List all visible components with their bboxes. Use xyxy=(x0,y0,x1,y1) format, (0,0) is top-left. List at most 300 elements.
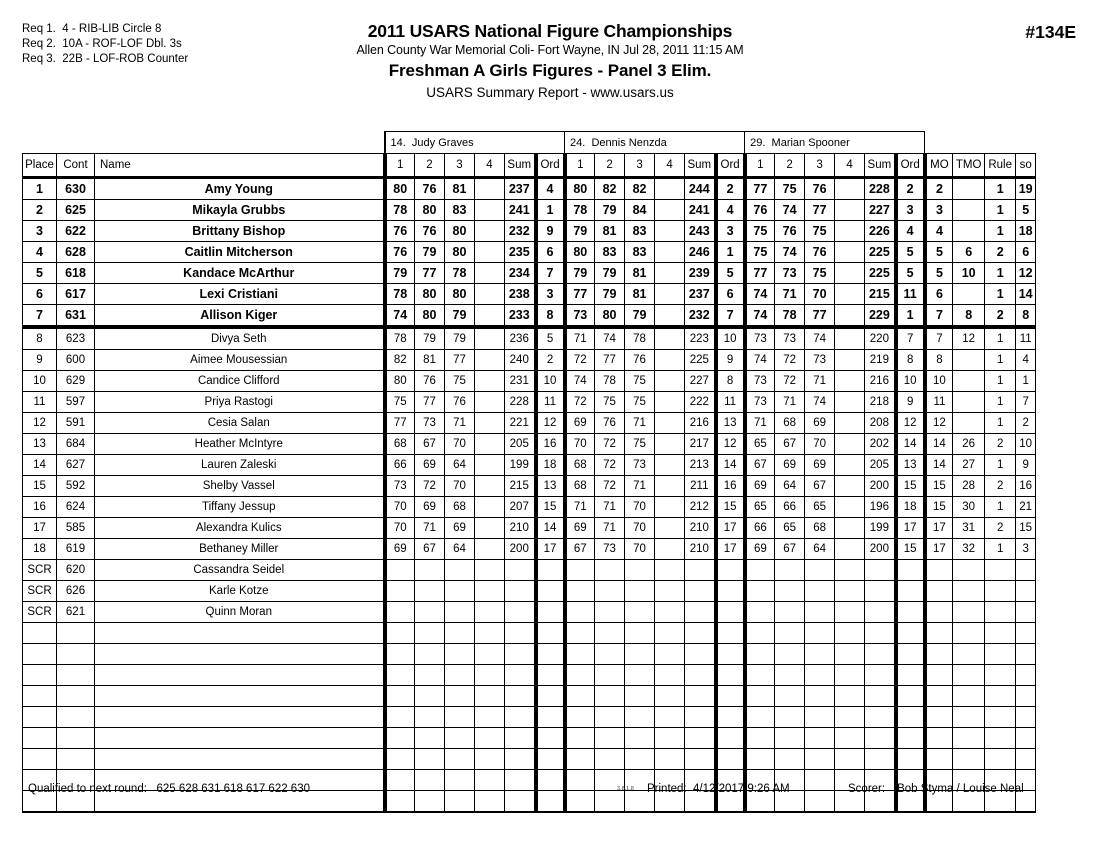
cell-rule: 1 xyxy=(985,221,1016,242)
cell-j1-fig4 xyxy=(475,518,505,539)
cell-name: Amy Young xyxy=(95,178,385,200)
requirement-label: Req 3. xyxy=(22,53,56,65)
cell-rule: 1 xyxy=(985,497,1016,518)
cell-j1-fig2: 80 xyxy=(415,284,445,305)
cell-cont: 591 xyxy=(57,413,95,434)
cell-j2-fig3: 81 xyxy=(625,263,655,284)
cell-j1-fig4 xyxy=(475,371,505,392)
cell-j1-ord: 15 xyxy=(536,497,565,518)
cell-j1-fig3 xyxy=(445,560,475,581)
cell-j1-sum: 205 xyxy=(505,434,536,455)
cell-place: 15 xyxy=(23,476,57,497)
cell-j1-sum xyxy=(505,560,536,581)
cell-j3-fig4 xyxy=(835,178,865,200)
cell-j2-fig3: 82 xyxy=(625,178,655,200)
cell-j3-fig1: 77 xyxy=(745,263,775,284)
cell-j3-sum: 225 xyxy=(865,242,896,263)
cell-j1-ord: 10 xyxy=(536,371,565,392)
cell-j3-fig2: 78 xyxy=(775,305,805,328)
cell-j3-fig3: 74 xyxy=(805,327,835,350)
cell-place: 18 xyxy=(23,539,57,560)
cell-cont: 600 xyxy=(57,350,95,371)
cell-j1-fig1 xyxy=(385,581,415,602)
table-row xyxy=(23,581,1036,602)
cell-j1-fig3 xyxy=(445,581,475,602)
table-row-empty xyxy=(23,623,1036,644)
cell-j2-sum: 210 xyxy=(685,518,716,539)
cell-j2-fig1: 68 xyxy=(565,476,595,497)
cell-j3-fig1 xyxy=(745,581,775,602)
cell-j3-fig2: 73 xyxy=(775,263,805,284)
cell-place: 5 xyxy=(23,263,57,284)
cell-j2-sum xyxy=(685,581,716,602)
cell-j3-ord xyxy=(896,560,925,581)
cell-so: 11 xyxy=(1016,327,1036,350)
table-row xyxy=(23,371,1036,392)
cell-j2-fig3: 71 xyxy=(625,476,655,497)
cell-j2-ord: 9 xyxy=(716,350,745,371)
cell-j3-fig3: 67 xyxy=(805,476,835,497)
cell-j2-sum: 211 xyxy=(685,476,716,497)
cell-j3-ord: 13 xyxy=(896,455,925,476)
judge-band-spacer-right xyxy=(925,132,1036,154)
cell-mo: 3 xyxy=(925,200,953,221)
cell-j2-fig2: 79 xyxy=(595,200,625,221)
cell-j2-sum: 241 xyxy=(685,200,716,221)
cell-j1-sum: 235 xyxy=(505,242,536,263)
results-table-container xyxy=(22,131,1035,813)
cell-j1-fig3: 70 xyxy=(445,476,475,497)
cell-j1-fig1 xyxy=(385,560,415,581)
cell-j1-fig3: 79 xyxy=(445,305,475,328)
cell-j3-sum: 220 xyxy=(865,327,896,350)
cell-j3-sum: 215 xyxy=(865,284,896,305)
cell-j2-fig1: 73 xyxy=(565,305,595,328)
cell-j1-fig3: 77 xyxy=(445,350,475,371)
cell-j3-ord: 15 xyxy=(896,476,925,497)
cell-place xyxy=(23,644,57,665)
cell-j2-fig2: 72 xyxy=(595,476,625,497)
cell-j1-fig1 xyxy=(385,602,415,623)
table-row xyxy=(23,305,1036,328)
cell-j2-fig4 xyxy=(655,476,685,497)
cell-j2-ord xyxy=(716,602,745,623)
cell-j1-fig4 xyxy=(475,221,505,242)
cell-j1-fig4 xyxy=(475,539,505,560)
cell-name: Caitlin Mitcherson xyxy=(95,242,385,263)
cell-j2-fig1: 77 xyxy=(565,284,595,305)
cell-name: Priya Rastogi xyxy=(95,392,385,413)
cell-j3-fig1: 69 xyxy=(745,539,775,560)
judge-number: 24. xyxy=(570,136,586,149)
cell-j3-fig1: 65 xyxy=(745,497,775,518)
cell-mo: 8 xyxy=(925,350,953,371)
cell-j3-fig3: 65 xyxy=(805,497,835,518)
col-header-j3-fig3: 3 xyxy=(805,154,835,178)
cell-j3-ord: 2 xyxy=(896,178,925,200)
cell-j1-ord: 12 xyxy=(536,413,565,434)
cell-so xyxy=(1016,602,1036,623)
cell-j2-fig1: 72 xyxy=(565,392,595,413)
cell-j3-fig2: 68 xyxy=(775,413,805,434)
cell-j2-sum xyxy=(685,602,716,623)
cell-place: SCR xyxy=(23,581,57,602)
requirement-text: 4 - RIB-LIB Circle 8 xyxy=(62,23,162,35)
cell-j1-fig3: 70 xyxy=(445,434,475,455)
cell-j3-fig4 xyxy=(835,455,865,476)
cell-mo: 11 xyxy=(925,392,953,413)
cell-so: 14 xyxy=(1016,284,1036,305)
cell-j1-fig4 xyxy=(475,200,505,221)
cell-j3-sum xyxy=(865,560,896,581)
cell-j3-fig3: 69 xyxy=(805,455,835,476)
cell-j3-ord: 9 xyxy=(896,392,925,413)
cell-j2-fig3: 70 xyxy=(625,497,655,518)
cell-j3-fig2 xyxy=(775,581,805,602)
cell-name: Alexandra Kulics xyxy=(95,518,385,539)
cell-j1-fig1: 82 xyxy=(385,350,415,371)
qualified-list: 625 628 631 618 617 622 630 xyxy=(156,783,310,795)
cell-mo xyxy=(925,560,953,581)
cell-cont: 631 xyxy=(57,305,95,328)
cell-rule: 1 xyxy=(985,327,1016,350)
cell-j2-ord: 10 xyxy=(716,327,745,350)
cell-tmo: 12 xyxy=(953,327,985,350)
cell-j1-fig2: 69 xyxy=(415,455,445,476)
cell-j3-sum: 228 xyxy=(865,178,896,200)
cell-j1-fig2: 77 xyxy=(415,263,445,284)
cell-rule: 2 xyxy=(985,305,1016,328)
judge-number: 29. xyxy=(750,136,766,149)
cell-cont: 621 xyxy=(57,602,95,623)
col-header-j1-ord: Ord xyxy=(536,154,565,178)
cell-j1-fig2: 80 xyxy=(415,200,445,221)
qualified-label: Qualified to next round: xyxy=(28,783,147,795)
cell-j1-fig2: 81 xyxy=(415,350,445,371)
cell-j2-sum: 210 xyxy=(685,539,716,560)
judge-band-row xyxy=(23,132,1036,154)
cell-j1-sum: 232 xyxy=(505,221,536,242)
cell-j3-fig4 xyxy=(835,560,865,581)
cell-cont xyxy=(57,749,95,770)
judge-name: Marian Spooner xyxy=(771,136,850,149)
cell-place: 9 xyxy=(23,350,57,371)
cell-j2-ord: 2 xyxy=(716,178,745,200)
cell-j2-fig2: 78 xyxy=(595,371,625,392)
cell-j1-fig4 xyxy=(475,327,505,350)
table-row xyxy=(23,602,1036,623)
cell-j2-fig4 xyxy=(655,221,685,242)
cell-j1-fig3: 76 xyxy=(445,392,475,413)
cell-j3-fig4 xyxy=(835,413,865,434)
cell-j1-fig4 xyxy=(475,350,505,371)
cell-mo: 15 xyxy=(925,476,953,497)
table-row-empty xyxy=(23,728,1036,749)
table-row xyxy=(23,242,1036,263)
col-header-name: Name xyxy=(95,154,385,178)
cell-j2-fig3: 83 xyxy=(625,242,655,263)
cell-cont: 617 xyxy=(57,284,95,305)
cell-j2-fig4 xyxy=(655,200,685,221)
cell-j1-ord xyxy=(536,602,565,623)
cell-j2-ord: 6 xyxy=(716,284,745,305)
cell-tmo: 32 xyxy=(953,539,985,560)
cell-tmo xyxy=(953,178,985,200)
cell-j3-fig4 xyxy=(835,518,865,539)
cell-j3-fig1: 67 xyxy=(745,455,775,476)
cell-j1-fig3: 75 xyxy=(445,371,475,392)
cell-cont: 585 xyxy=(57,518,95,539)
cell-j3-fig4 xyxy=(835,602,865,623)
cell-place: 8 xyxy=(23,327,57,350)
cell-j2-fig2: 71 xyxy=(595,497,625,518)
scorer-info xyxy=(848,783,1024,795)
cell-tmo: 8 xyxy=(953,305,985,328)
cell-j2-fig1 xyxy=(565,560,595,581)
cell-j2-fig1: 78 xyxy=(565,200,595,221)
cell-tmo: 6 xyxy=(953,242,985,263)
cell-j2-fig4 xyxy=(655,413,685,434)
cell-cont: 624 xyxy=(57,497,95,518)
cell-j3-fig3: 76 xyxy=(805,242,835,263)
cell-j3-fig2: 72 xyxy=(775,350,805,371)
cell-j2-fig2: 72 xyxy=(595,434,625,455)
cell-j1-fig2: 73 xyxy=(415,413,445,434)
cell-j3-fig4 xyxy=(835,284,865,305)
cell-j3-fig1 xyxy=(745,602,775,623)
cell-j1-sum: 207 xyxy=(505,497,536,518)
cell-rule: 2 xyxy=(985,434,1016,455)
cell-j3-fig2 xyxy=(775,602,805,623)
cell-j1-fig4 xyxy=(475,392,505,413)
cell-j2-fig2: 72 xyxy=(595,455,625,476)
cell-j3-fig4 xyxy=(835,539,865,560)
cell-so: 18 xyxy=(1016,221,1036,242)
cell-name: Tiffany Jessup xyxy=(95,497,385,518)
scorer-value: Bob Styma / Louise Neal xyxy=(897,783,1024,795)
cell-cont: 597 xyxy=(57,392,95,413)
cell-j3-fig3 xyxy=(805,602,835,623)
cell-name: Bethaney Miller xyxy=(95,539,385,560)
table-row-empty xyxy=(23,749,1036,770)
cell-j1-fig4 xyxy=(475,455,505,476)
cell-rule: 1 xyxy=(985,284,1016,305)
cell-j2-fig2: 79 xyxy=(595,263,625,284)
cell-tmo xyxy=(953,413,985,434)
cell-tmo xyxy=(953,581,985,602)
cell-j3-fig2 xyxy=(775,560,805,581)
cell-so xyxy=(1016,581,1036,602)
cell-mo: 12 xyxy=(925,413,953,434)
cell-so: 4 xyxy=(1016,350,1036,371)
cell-j1-sum: 221 xyxy=(505,413,536,434)
cell-j3-ord: 4 xyxy=(896,221,925,242)
cell-j1-fig2: 79 xyxy=(415,327,445,350)
cell-j1-sum: 241 xyxy=(505,200,536,221)
cell-j1-sum: 233 xyxy=(505,305,536,328)
cell-j1-ord: 17 xyxy=(536,539,565,560)
cell-j3-fig3: 75 xyxy=(805,263,835,284)
cell-tmo xyxy=(953,371,985,392)
cell-j2-fig4 xyxy=(655,539,685,560)
cell-j1-fig2: 79 xyxy=(415,242,445,263)
cell-j3-fig1: 77 xyxy=(745,178,775,200)
cell-j2-fig4 xyxy=(655,242,685,263)
cell-j3-ord: 8 xyxy=(896,350,925,371)
cell-j2-fig2: 79 xyxy=(595,284,625,305)
cell-j3-sum: 199 xyxy=(865,518,896,539)
cell-j1-ord: 11 xyxy=(536,392,565,413)
cell-j2-fig2: 73 xyxy=(595,539,625,560)
cell-j2-fig3: 73 xyxy=(625,455,655,476)
cell-j2-fig2: 83 xyxy=(595,242,625,263)
cell-j2-fig3: 81 xyxy=(625,284,655,305)
cell-tmo: 30 xyxy=(953,497,985,518)
cell-cont: 622 xyxy=(57,221,95,242)
cell-j3-fig1: 76 xyxy=(745,200,775,221)
cell-j3-fig2: 73 xyxy=(775,327,805,350)
cell-j1-fig4 xyxy=(475,476,505,497)
cell-j2-ord: 7 xyxy=(716,305,745,328)
software-version: 3.8.1.8 xyxy=(617,786,634,792)
cell-j3-fig1: 75 xyxy=(745,242,775,263)
cell-j1-fig4 xyxy=(475,581,505,602)
cell-j3-fig1: 69 xyxy=(745,476,775,497)
cell-cont: 627 xyxy=(57,455,95,476)
cell-j2-fig3: 79 xyxy=(625,305,655,328)
cell-j2-fig4 xyxy=(655,560,685,581)
cell-j3-ord: 5 xyxy=(896,242,925,263)
cell-so: 3 xyxy=(1016,539,1036,560)
cell-place: 1 xyxy=(23,178,57,200)
cell-j3-fig4 xyxy=(835,263,865,284)
cell-j3-fig1 xyxy=(745,560,775,581)
cell-j2-fig1: 67 xyxy=(565,539,595,560)
cell-j1-ord: 18 xyxy=(536,455,565,476)
cell-j2-fig1: 71 xyxy=(565,327,595,350)
cell-j3-fig3: 74 xyxy=(805,392,835,413)
cell-j2-fig2: 81 xyxy=(595,221,625,242)
cell-j3-fig3: 64 xyxy=(805,539,835,560)
cell-j1-fig1: 78 xyxy=(385,200,415,221)
cell-j1-fig1: 69 xyxy=(385,539,415,560)
cell-j1-fig3: 64 xyxy=(445,455,475,476)
cell-j1-sum: 210 xyxy=(505,518,536,539)
cell-rule xyxy=(985,581,1016,602)
cell-j1-fig4 xyxy=(475,284,505,305)
cell-j3-sum: 196 xyxy=(865,497,896,518)
cell-j2-ord xyxy=(716,581,745,602)
cell-mo: 5 xyxy=(925,242,953,263)
cell-place: 3 xyxy=(23,221,57,242)
cell-j2-sum: 243 xyxy=(685,221,716,242)
col-header-j2-fig1: 1 xyxy=(565,154,595,178)
cell-j2-fig3: 75 xyxy=(625,392,655,413)
cell-j3-ord xyxy=(896,581,925,602)
cell-j3-fig3: 73 xyxy=(805,350,835,371)
cell-j1-fig2: 76 xyxy=(415,221,445,242)
table-row-empty xyxy=(23,707,1036,728)
table-row xyxy=(23,476,1036,497)
col-header-tmo: TMO xyxy=(953,154,985,178)
cell-j2-ord: 12 xyxy=(716,434,745,455)
cell-j3-fig2: 74 xyxy=(775,200,805,221)
cell-j2-fig3 xyxy=(625,581,655,602)
cell-mo: 4 xyxy=(925,221,953,242)
cell-j1-sum: 200 xyxy=(505,539,536,560)
cell-j3-sum: 200 xyxy=(865,476,896,497)
cell-j3-fig1: 73 xyxy=(745,371,775,392)
cell-j3-fig4 xyxy=(835,581,865,602)
col-header-j2-fig3: 3 xyxy=(625,154,655,178)
cell-so: 8 xyxy=(1016,305,1036,328)
cell-so xyxy=(1016,560,1036,581)
cell-j3-sum: 226 xyxy=(865,221,896,242)
cell-j1-sum: 234 xyxy=(505,263,536,284)
cell-so: 1 xyxy=(1016,371,1036,392)
cell-rule: 1 xyxy=(985,371,1016,392)
cell-tmo xyxy=(953,221,985,242)
cell-j3-fig4 xyxy=(835,371,865,392)
cell-rule: 1 xyxy=(985,392,1016,413)
cell-j2-fig2: 71 xyxy=(595,518,625,539)
cell-name xyxy=(95,644,385,665)
cell-j1-fig2: 80 xyxy=(415,305,445,328)
cell-j1-fig2: 69 xyxy=(415,497,445,518)
judge-name: Judy Graves xyxy=(411,136,474,149)
cell-j3-ord: 14 xyxy=(896,434,925,455)
cell-j3-fig4 xyxy=(835,350,865,371)
cell-j3-fig2: 71 xyxy=(775,392,805,413)
cell-j2-fig1: 70 xyxy=(565,434,595,455)
col-header-j2-ord: Ord xyxy=(716,154,745,178)
event-number: #134E xyxy=(1025,22,1076,42)
cell-j3-sum: 229 xyxy=(865,305,896,328)
cell-so: 2 xyxy=(1016,413,1036,434)
cell-j1-fig2: 67 xyxy=(415,434,445,455)
cell-j1-fig3: 80 xyxy=(445,284,475,305)
scorer-label: Scorer: xyxy=(848,783,886,795)
col-header-j3-fig2: 2 xyxy=(775,154,805,178)
cell-j2-fig3: 76 xyxy=(625,350,655,371)
col-header-j1-sum: Sum xyxy=(505,154,536,178)
cell-j3-fig2: 64 xyxy=(775,476,805,497)
cell-mo: 6 xyxy=(925,284,953,305)
cell-j1-fig1: 75 xyxy=(385,392,415,413)
cell-j2-fig1 xyxy=(565,581,595,602)
cell-name xyxy=(95,665,385,686)
qualified-next-round xyxy=(28,783,310,795)
cell-tmo xyxy=(953,200,985,221)
cell-j1-fig4 xyxy=(475,560,505,581)
cell-cont: 618 xyxy=(57,263,95,284)
cell-tmo: 26 xyxy=(953,434,985,455)
cell-j2-fig1: 79 xyxy=(565,263,595,284)
cell-place xyxy=(23,665,57,686)
cell-mo: 2 xyxy=(925,178,953,200)
cell-j1-fig1: 78 xyxy=(385,284,415,305)
col-header-so: so xyxy=(1016,154,1036,178)
cell-j1-fig2: 76 xyxy=(415,371,445,392)
cell-place xyxy=(23,749,57,770)
cell-j3-fig4 xyxy=(835,392,865,413)
cell-j3-fig3: 77 xyxy=(805,305,835,328)
cell-j1-fig1: 68 xyxy=(385,434,415,455)
cell-cont xyxy=(57,623,95,644)
cell-j3-fig4 xyxy=(835,434,865,455)
cell-j3-ord: 12 xyxy=(896,413,925,434)
cell-j1-sum: 231 xyxy=(505,371,536,392)
